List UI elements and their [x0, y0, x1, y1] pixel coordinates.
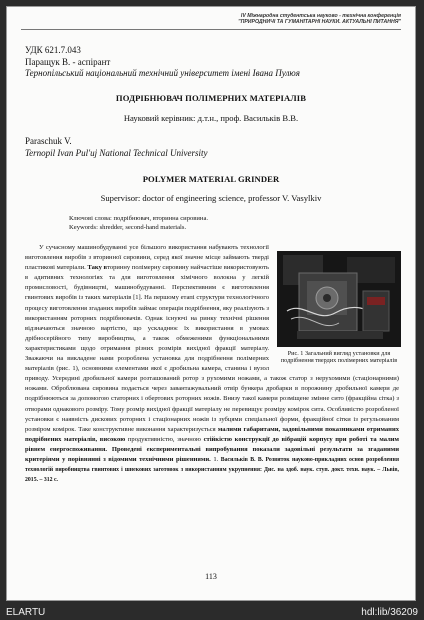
supervisor-ua: Науковий керівник: д.т.н., проф. Васильків В.В. — [123, 113, 299, 123]
page-number: 113 — [205, 572, 217, 581]
paper-page — [6, 6, 416, 601]
figure-caption: Рис. 1 Загальний вигляд установки для подрібнення твердих полімерних матеріалів — [280, 350, 398, 365]
body-paragraph-1b: торинну полімерну сировину найчастіше використовують в адитивних технологіях та для виготовлення хімічного волокна у легкій промисловості, будівництві, машинобудуванні. Перспективним є виготовлення гвинтових виробів із таких матеріалів [1]. На першому етапі структури технологічного процесу виготовлення згаданих виробів займає операція подрібнення, яку реалізують з використанням роторних подрібнювачів. Однак існуючі на ринку технічні рішення відзначаються значною вартістю, що ускладнює їх використання в умовах дрібносерійного типу виробництва, а також обмеженими функціональними характеристиками щодо отримання різних розмірів вихідної фракції матеріалу. Зважаючи на викладене нами розроблена установка для подрібнення полімерних матеріалів (рис. 1), основними елементами якої є дробильна камера, станина і вузол приводу. Усередині дробильної камери розташований ротор з рухомими ножами, а також статор з нерухомими (стаціонарними) ножами. Оброблювана сировина подається через завантажувальний отвір бункера дробарки в порожнину дробильної камери де подрібнюються за допомогою статорних і обертових роторних ножів. Внизу такої камери розміщене змінне сито (фракційна сітка) з отворами однакового розміру. Тому розмір вихідної фракції матеріалу не перевищує розміру комірок сита. Особливістю розробленої установки є наявність дискових роторних і стаціонарних ножів із зубцями спеціальної форми, фракційної сітки із регульованим розміром комірок. Таке конструктивне виконання характеризується — [25, 264, 399, 433]
body-bold-1: Таку в — [87, 264, 108, 272]
header-divider — [21, 29, 401, 30]
body-paragraph-1c: продуктивністю, значною — [125, 435, 204, 443]
reference-text: Васильків В. В. Розвиток науково-прикладних основ розроблення технологій виробництва гвинтових і шнекових заготовок з використанням укрупнення: Дис. на здоб. наук. ступ. докт. техн. наук. – Львів, 2015. – 312 с. — [25, 456, 400, 484]
supervisor-en: Supervisor: doctor of engineering science, professor V. Vasylkiv — [100, 193, 322, 203]
title-en: POLYMER MATERIAL GRINDER — [142, 174, 280, 184]
keywords-ua: Ключові слова: подрібнювач, вторинна сировина. — [69, 215, 209, 222]
conference-line-2: "ПРИРОДНИЧІ ТА ГУМАНІТАРНІ НАУКИ. АКТУАЛЬНІ ПИТАННЯ" — [238, 19, 401, 26]
footer-left: ELARTU — [6, 607, 46, 618]
author-en: Paraschuk V. — [25, 136, 72, 146]
affiliation-ua: Тернопільський національний технічний університет імені Івана Пулюя — [25, 68, 300, 78]
keywords-en: Keywords: shredder, second-hand materials. — [69, 224, 187, 231]
udc-code: УДК 621.7.043 — [25, 45, 81, 55]
reference-number: 1. — [210, 455, 221, 463]
title-ua: ПОДРІБНЮВАЧ ПОЛІМЕРНИХ МАТЕРІАЛІВ — [115, 93, 307, 103]
conference-header — [238, 13, 401, 26]
body-paragraph-1: У сучасному машинобудуванні усе більшого використання набувають технології виготовлення виробів з вторинної сировини, серед якої значне місце займають тверді пластикові матеріали. — [25, 244, 269, 272]
author-ua: Паращук В. - аспірант — [25, 57, 111, 67]
body-text — [25, 243, 399, 485]
affiliation-en: Ternopil Ivan Pul'uj National Technical University — [25, 148, 208, 158]
body-bold-3: стійкістю конструкції до вібрацій корпусу при роботі та малим рівнем енергоспоживання. Проведені експериментальні випробування показали задовільні результати за згаданими критеріями у порівнянні з відомими технічними рішеннями. — [25, 435, 399, 463]
body-bold-2: малими габаритами, задовільними показниками отриманих подрібнених матеріалів, високою — [25, 425, 399, 443]
conference-line-1: IV Міжнародна студентська науково - технічна конференція — [240, 13, 401, 19]
footer-right: hdl:lib/36209 — [361, 607, 418, 618]
